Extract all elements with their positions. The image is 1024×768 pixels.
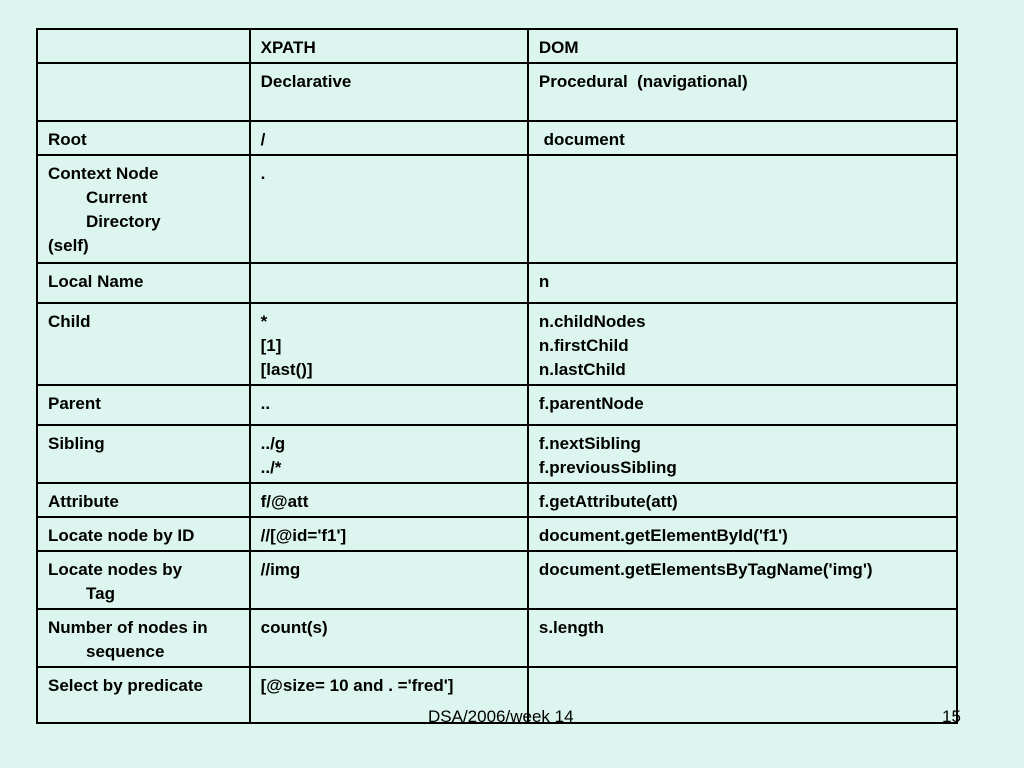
cell-text: sequence (86, 642, 165, 661)
cell-text: (self) (48, 236, 89, 255)
cell-text: //[@id='f1'] (260, 526, 347, 545)
cell-text: //img (260, 560, 301, 579)
xpath-cell (250, 425, 528, 483)
cell-text: Number of nodes in (48, 618, 208, 637)
xpath-cell (250, 303, 528, 385)
cell-text: DOM (538, 38, 579, 57)
cell-text: f.previousSibling (538, 458, 677, 477)
table-row (37, 609, 957, 667)
cell-text: Locate node by ID (48, 526, 195, 545)
xpath-cell (250, 263, 528, 303)
cell-text: ../g (260, 434, 286, 453)
dom-cell (528, 303, 957, 385)
feature-cell (37, 551, 250, 609)
xpath-cell (250, 63, 528, 121)
feature-cell (37, 29, 250, 63)
cell-text: f/@att (260, 492, 309, 511)
page-number: 15 (942, 707, 961, 726)
cell-text: n.childNodes (538, 312, 646, 331)
dom-cell (528, 121, 957, 155)
cell-text: s.length (538, 618, 605, 637)
cell-text: ../* (260, 458, 282, 477)
xpath-cell (250, 155, 528, 263)
table-row (37, 303, 957, 385)
xpath-cell (250, 517, 528, 551)
table-row (37, 517, 957, 551)
table-row (37, 425, 957, 483)
cell-text: Declarative (260, 72, 352, 91)
cell-text: [1] (260, 336, 282, 355)
cell-text: f.parentNode (538, 394, 644, 413)
dom-cell (528, 263, 957, 303)
cell-text: document.getElementById('f1') (538, 526, 788, 545)
table-row (37, 551, 957, 609)
table-row (37, 483, 957, 517)
feature-cell (37, 483, 250, 517)
table-body (37, 29, 957, 723)
cell-text: document.getElementsByTagName('img') (538, 560, 873, 579)
dom-cell (528, 425, 957, 483)
table-row (37, 155, 957, 263)
cell-text: . (260, 164, 266, 183)
cell-text: Local Name (48, 272, 144, 291)
cell-text: f.nextSibling (538, 434, 641, 453)
xpath-cell (250, 121, 528, 155)
cell-text: XPATH (260, 38, 316, 57)
xpath-cell (250, 29, 528, 63)
dom-cell (528, 155, 957, 263)
cell-text: Current (86, 188, 148, 207)
dom-cell (528, 385, 957, 425)
cell-text: Context Node (48, 164, 159, 183)
feature-cell (37, 263, 250, 303)
cell-text: Child (48, 312, 91, 331)
feature-cell (37, 121, 250, 155)
feature-cell (37, 517, 250, 551)
cell-text: f.getAttribute(att) (538, 492, 678, 511)
cell-text: document (538, 130, 625, 149)
cell-text: count(s) (260, 618, 328, 637)
cell-text: * (260, 312, 268, 331)
cell-text: Attribute (48, 492, 119, 511)
feature-cell (37, 667, 250, 723)
dom-cell (528, 29, 957, 63)
cell-text: Parent (48, 394, 101, 413)
dom-cell (528, 609, 957, 667)
comparison-table (36, 28, 958, 724)
cell-text: n.firstChild (538, 336, 629, 355)
footer-text: DSA/2006/week 14 (428, 707, 574, 726)
cell-text: Root (48, 130, 87, 149)
dom-cell (528, 517, 957, 551)
xpath-cell (250, 483, 528, 517)
table-row (37, 121, 957, 155)
feature-cell (37, 385, 250, 425)
table-row (37, 263, 957, 303)
cell-text: Directory (86, 212, 161, 231)
xpath-cell (250, 609, 528, 667)
table-row (37, 63, 957, 121)
cell-text: n (538, 272, 550, 291)
cell-text: Sibling (48, 434, 105, 453)
cell-text: n.lastChild (538, 360, 626, 379)
cell-text: / (260, 130, 266, 149)
cell-text: [@size= 10 and . ='fred'] (260, 676, 454, 695)
table-row (37, 385, 957, 425)
cell-text: Locate nodes by (48, 560, 183, 579)
feature-cell (37, 63, 250, 121)
feature-cell (37, 155, 250, 263)
cell-text: Procedural (navigational) (538, 72, 748, 91)
dom-cell (528, 667, 957, 723)
cell-text: Select by predicate (48, 676, 203, 695)
xpath-cell (250, 551, 528, 609)
feature-cell (37, 609, 250, 667)
dom-cell (528, 551, 957, 609)
cell-text: Tag (86, 584, 115, 603)
cell-text: [last()] (260, 360, 313, 379)
dom-cell (528, 63, 957, 121)
cell-text: .. (260, 394, 271, 413)
feature-cell (37, 303, 250, 385)
feature-cell (37, 425, 250, 483)
xpath-cell (250, 385, 528, 425)
dom-cell (528, 483, 957, 517)
table-row (37, 29, 957, 63)
